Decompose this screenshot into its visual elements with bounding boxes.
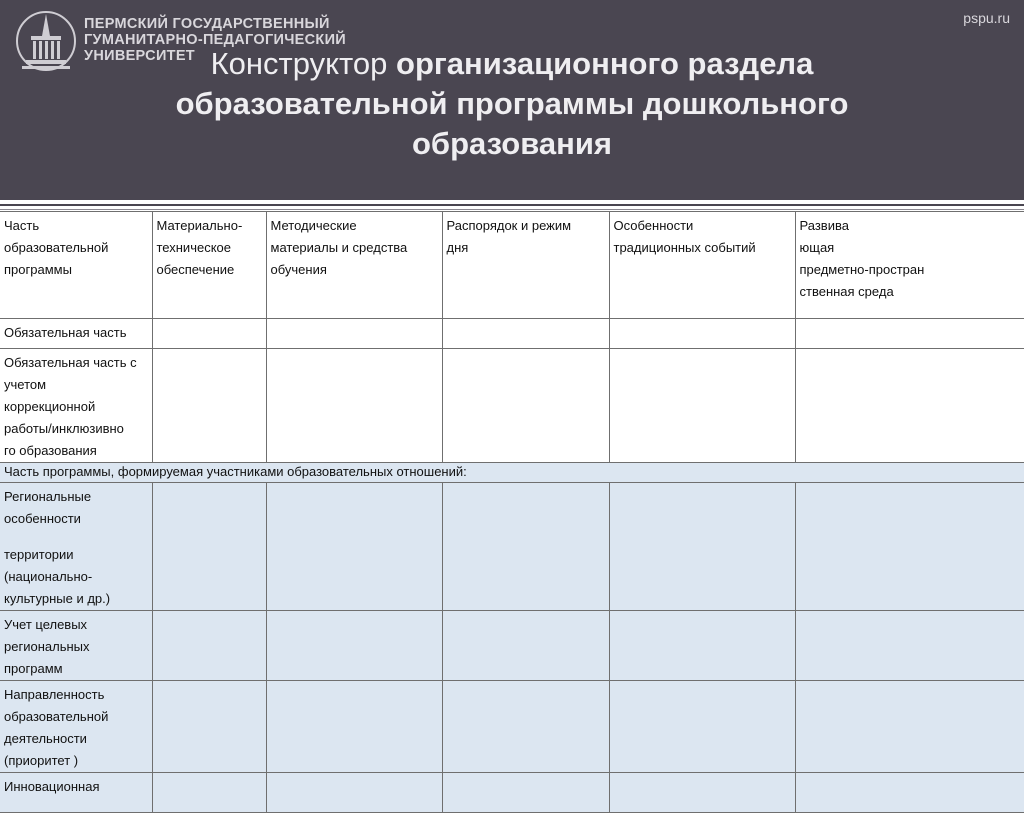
- header-line: ственная среда: [799, 284, 894, 299]
- column-header: [442, 212, 609, 319]
- table-cell: [442, 681, 609, 773]
- row-label: [0, 349, 152, 463]
- university-name-line: ГУМАНИТАРНО-ПЕДАГОГИЧЕСКИЙ: [84, 32, 347, 48]
- row-label: [0, 611, 152, 681]
- table-cell: [609, 349, 795, 463]
- slide-header: [0, 0, 1024, 200]
- table-cell: [609, 681, 795, 773]
- slide-title-bold: организационного раздела образовательной программы дошкольного образования: [175, 46, 849, 161]
- table-cell: [795, 611, 1024, 681]
- slide-title-light: Конструктор: [210, 46, 388, 81]
- table-row: [0, 611, 1024, 681]
- table-cell: [266, 483, 442, 611]
- table-row: [0, 349, 1024, 463]
- table-cell: [152, 773, 266, 813]
- row-label-line: Региональные: [4, 489, 92, 504]
- row-label-line: Направленность: [4, 687, 105, 702]
- slide-title: [90, 44, 934, 164]
- header-line: Часть: [4, 218, 40, 233]
- row-label-line: Обязательная часть с: [4, 355, 137, 370]
- row-label: [0, 483, 152, 611]
- table-cell: [609, 773, 795, 813]
- row-label: [0, 319, 152, 349]
- table-cell: [442, 611, 609, 681]
- header-line: традиционных событий: [613, 240, 756, 255]
- header-line: Особенности: [613, 218, 694, 233]
- row-label-line: го образования: [4, 443, 97, 458]
- row-label-line: Инновационная: [4, 779, 100, 794]
- header-line: программы: [4, 262, 72, 277]
- table-cell: [152, 611, 266, 681]
- row-label-line: особенности: [4, 511, 81, 526]
- header-line: дня: [446, 240, 469, 255]
- header-line: материалы и средства: [270, 240, 408, 255]
- row-label-line: Обязательная часть: [4, 325, 127, 340]
- site-url: pspu.ru: [963, 10, 1010, 26]
- table-cell: [609, 611, 795, 681]
- row-label-line: учетом: [4, 377, 47, 392]
- column-header: [266, 212, 442, 319]
- table-cell: [795, 349, 1024, 463]
- row-label-line: программ: [4, 661, 63, 676]
- university-name-line: УНИВЕРСИТЕТ: [84, 48, 195, 64]
- row-label-line: культурные и др.): [4, 591, 111, 606]
- constructor-table: [0, 211, 1024, 813]
- table-cell: [609, 483, 795, 611]
- table-cell: [266, 611, 442, 681]
- table-row: [0, 773, 1024, 813]
- header-line: Методические: [270, 218, 357, 233]
- table-header-row: [0, 212, 1024, 319]
- table-cell: [795, 483, 1024, 611]
- table-cell: [442, 319, 609, 349]
- row-label-line: Учет целевых: [4, 617, 88, 632]
- university-logo-icon: [14, 6, 78, 76]
- divider: [0, 204, 1024, 206]
- table-row: [0, 483, 1024, 611]
- section-label: Часть программы, формируемая участниками образовательных отношений:: [0, 463, 1024, 483]
- table-cell: [266, 681, 442, 773]
- header-line: Материально-: [156, 218, 243, 233]
- table-cell: [152, 681, 266, 773]
- header-line: образовательной: [4, 240, 109, 255]
- table-cell: [442, 773, 609, 813]
- header-line: ющая: [799, 240, 835, 255]
- row-label-line: (приоритет ): [4, 753, 79, 768]
- row-label-line: территории: [4, 547, 74, 562]
- column-header: [152, 212, 266, 319]
- header-line: обеспечение: [156, 262, 235, 277]
- table-cell: [266, 319, 442, 349]
- table-cell: [152, 349, 266, 463]
- row-label-line: образовательной: [4, 709, 109, 724]
- section-row: [0, 463, 1024, 483]
- header-line: обучения: [270, 262, 327, 277]
- row-label: [0, 773, 152, 813]
- table-cell: [152, 483, 266, 611]
- row-label-line: деятельности: [4, 731, 87, 746]
- table-cell: [795, 773, 1024, 813]
- header-line: Распорядок и режим: [446, 218, 572, 233]
- column-header: [609, 212, 795, 319]
- header-line: техническое: [156, 240, 231, 255]
- row-label-line: коррекционной: [4, 399, 96, 414]
- divider: [0, 209, 1024, 210]
- table-cell: [266, 349, 442, 463]
- header-line: предметно-простран: [799, 262, 925, 277]
- table-row: [0, 681, 1024, 773]
- table-cell: [795, 681, 1024, 773]
- table-cell: [152, 319, 266, 349]
- table-cell: [442, 483, 609, 611]
- row-label-line: региональных: [4, 639, 90, 654]
- row-label: [0, 681, 152, 773]
- table-row: [0, 319, 1024, 349]
- row-label-line: работы/инклюзивно: [4, 421, 124, 436]
- table-cell: [795, 319, 1024, 349]
- table-cell: [442, 349, 609, 463]
- table-cell: [266, 773, 442, 813]
- header-line: Развива: [799, 218, 849, 233]
- row-label-line: [4, 530, 148, 544]
- table-cell: [609, 319, 795, 349]
- column-header: [0, 212, 152, 319]
- row-label-line: (национально-: [4, 569, 93, 584]
- university-name-line: ПЕРМСКИЙ ГОСУДАРСТВЕННЫЙ: [84, 16, 330, 32]
- column-header: [795, 212, 1024, 319]
